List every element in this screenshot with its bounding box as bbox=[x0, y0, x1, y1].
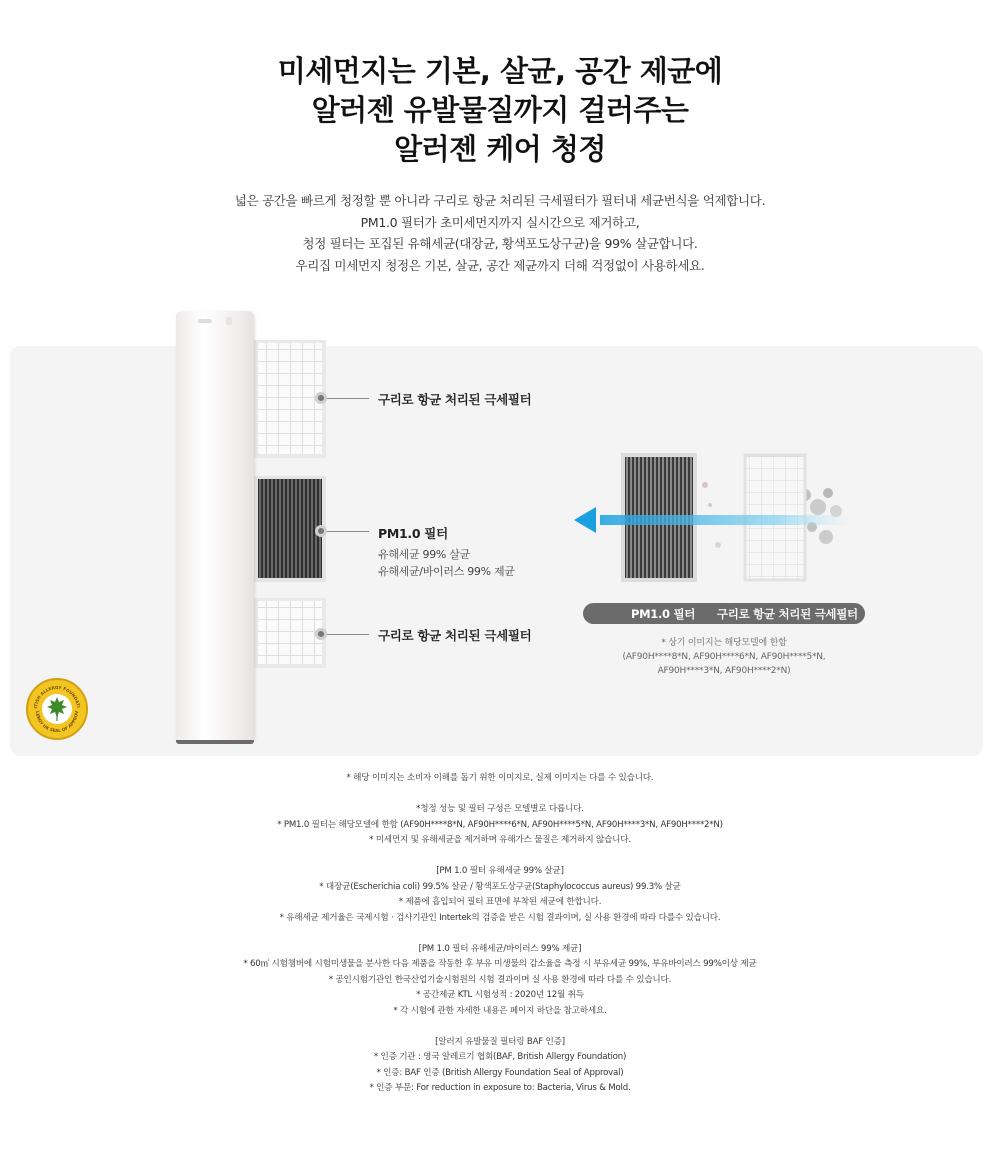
badge-bottom-text: LERGY UK SEAL OF APPROV bbox=[34, 710, 80, 734]
footnote-heading: [PM 1.0 필터 유해세균/바이러스 99% 제균] bbox=[418, 943, 582, 954]
description-block bbox=[0, 190, 1000, 276]
badge-top-text: ITISH ALLERGY FOUNDATI bbox=[32, 684, 81, 709]
baf-seal-ring bbox=[28, 680, 86, 738]
footnote: * 인증 기관 : 영국 알레르기 협회(BAF, British Allergy Foundation) bbox=[373, 1052, 627, 1062]
pill-label-pm10: PM1.0 필터 bbox=[631, 607, 696, 621]
pill-label-copper: 구리로 항균 처리된 극세필터 bbox=[717, 607, 858, 621]
heading-line-2: 알러젠 유발물질까지 걸러주는 bbox=[311, 93, 689, 127]
footnote: * 제품에 흡입되어 필터 표면에 부착된 세균에 한합니다. bbox=[398, 897, 602, 907]
callout-dot-bottom bbox=[315, 628, 327, 640]
footnote: * PM1.0 필터는 해당모델에 한함 (AF90H****8*N, AF90H****6*N, AF90H****5*N, AF90H****3*N, AF90H****2*N) bbox=[277, 819, 723, 830]
footnote: * 대장균(Escherichia coli) 99.5% 살균 / 황색포도상구균(Staphylococcus aureus) 99.3% 살균 bbox=[319, 881, 681, 892]
footnote: * 공간제균 KTL 시험성적 : 2020년 12월 취득 bbox=[416, 990, 584, 1000]
description-line: 청정 필터는 포집된 유해세균(대장균, 황색포도상구균)을 99% 살균합니다. bbox=[302, 236, 698, 251]
callout-line-bottom bbox=[327, 634, 369, 635]
footnote: * 60㎥ 시험챔버에 시험미생물을 분사한 다음 제품을 작동한 후 부유 미생물의 감소율을 측정 시 부유세균 99%, 부유바이러스 99%이상 제균 bbox=[243, 959, 757, 969]
description-line: 넓은 공간을 빠르게 청정할 뿐 아니라 구리로 항균 처리된 극세필터가 필터내 세균번식을 억제합니다. bbox=[234, 193, 766, 208]
footnote: *청정 성능 및 필터 구성은 모델별로 다릅니다. bbox=[416, 804, 584, 814]
purifier-base bbox=[176, 740, 254, 744]
illustration-note-line: (AF90H****8*N, AF90H****6*N, AF90H****5*N, bbox=[622, 652, 826, 662]
callout-dot-middle bbox=[315, 525, 327, 537]
callout-top-label: 구리로 항균 처리된 극세필터 bbox=[378, 392, 532, 407]
baf-seal-badge bbox=[26, 678, 88, 740]
footnotes bbox=[0, 771, 1000, 1097]
footnote: * 유해세균 제거율은 국제시험 · 검사기관인 Intertek의 검증을 받은 시험 결과이며, 실 사용 환경에 따라 다를수 있습니다. bbox=[279, 912, 721, 923]
callout-middle-sub-1: 유해세균 99% 살균 bbox=[378, 548, 470, 561]
footnote: * 미세먼지 및 유해세균을 제거하며 유해가스 물질은 제거하지 않습니다. bbox=[369, 835, 631, 845]
footnote: * 각 시험에 관한 자세한 내용은 페이지 하단을 참고하세요. bbox=[393, 1005, 607, 1016]
sensor-mark bbox=[226, 317, 232, 325]
footnote: * 공인시험기관인 한국산업기술시험원의 시험 결과이며 실 사용 환경에 따라 다를 수 있습니다. bbox=[328, 974, 672, 985]
callout-dot-top bbox=[315, 392, 327, 404]
callout-line-middle bbox=[327, 531, 369, 532]
illustration-note-line: * 상기 이미지는 해당모델에 한함 bbox=[661, 638, 787, 648]
airflow-illustration bbox=[570, 445, 860, 590]
heading-line-1: 미세먼지는 기본, 살균, 공간 제균에 bbox=[277, 54, 723, 88]
callout-middle-sub-2: 유해세균/바이러스 99% 제균 bbox=[378, 565, 515, 578]
callout-middle-label: PM1.0 필터 bbox=[378, 526, 448, 541]
page-heading bbox=[0, 52, 1000, 169]
callout-bottom-label: 구리로 항균 처리된 극세필터 bbox=[378, 628, 532, 643]
footnote-heading: [PM 1.0 필터 유해세균 99% 살균] bbox=[436, 866, 564, 876]
description-line: 우리집 미세먼지 청정은 기본, 살균, 공간 제균까지 더해 걱정없이 사용하세요. bbox=[295, 257, 705, 273]
illustration-note-line: AF90H****3*N, AF90H****2*N) bbox=[657, 666, 791, 676]
footnote: * 인증 부문: For reduction in exposure to: Bacteria, Virus & Mold. bbox=[369, 1083, 631, 1093]
brand-logo-mark bbox=[198, 319, 212, 323]
callout-line-top bbox=[327, 398, 369, 399]
air-purifier-image bbox=[176, 311, 254, 741]
arrow-left-icon bbox=[574, 507, 596, 533]
footnote-heading: [알러지 유발물질 필터링 BAF 인증] bbox=[435, 1036, 565, 1047]
footnote: * 해당 이미지는 소비자 이해를 돕기 위한 이미지로, 실제 이미지는 다를 수 있습니다. bbox=[346, 773, 654, 783]
heading-line-3: 알러젠 케어 청정 bbox=[394, 132, 606, 166]
illustration-footnote bbox=[583, 636, 865, 678]
description-line: PM1.0 필터가 초미세먼지까지 실시간으로 제거하고, bbox=[360, 214, 640, 230]
footnote: * 인증: BAF 인증 (British Allergy Foundation Seal of Approval) bbox=[376, 1067, 624, 1078]
filter-legend-pill bbox=[583, 603, 865, 624]
